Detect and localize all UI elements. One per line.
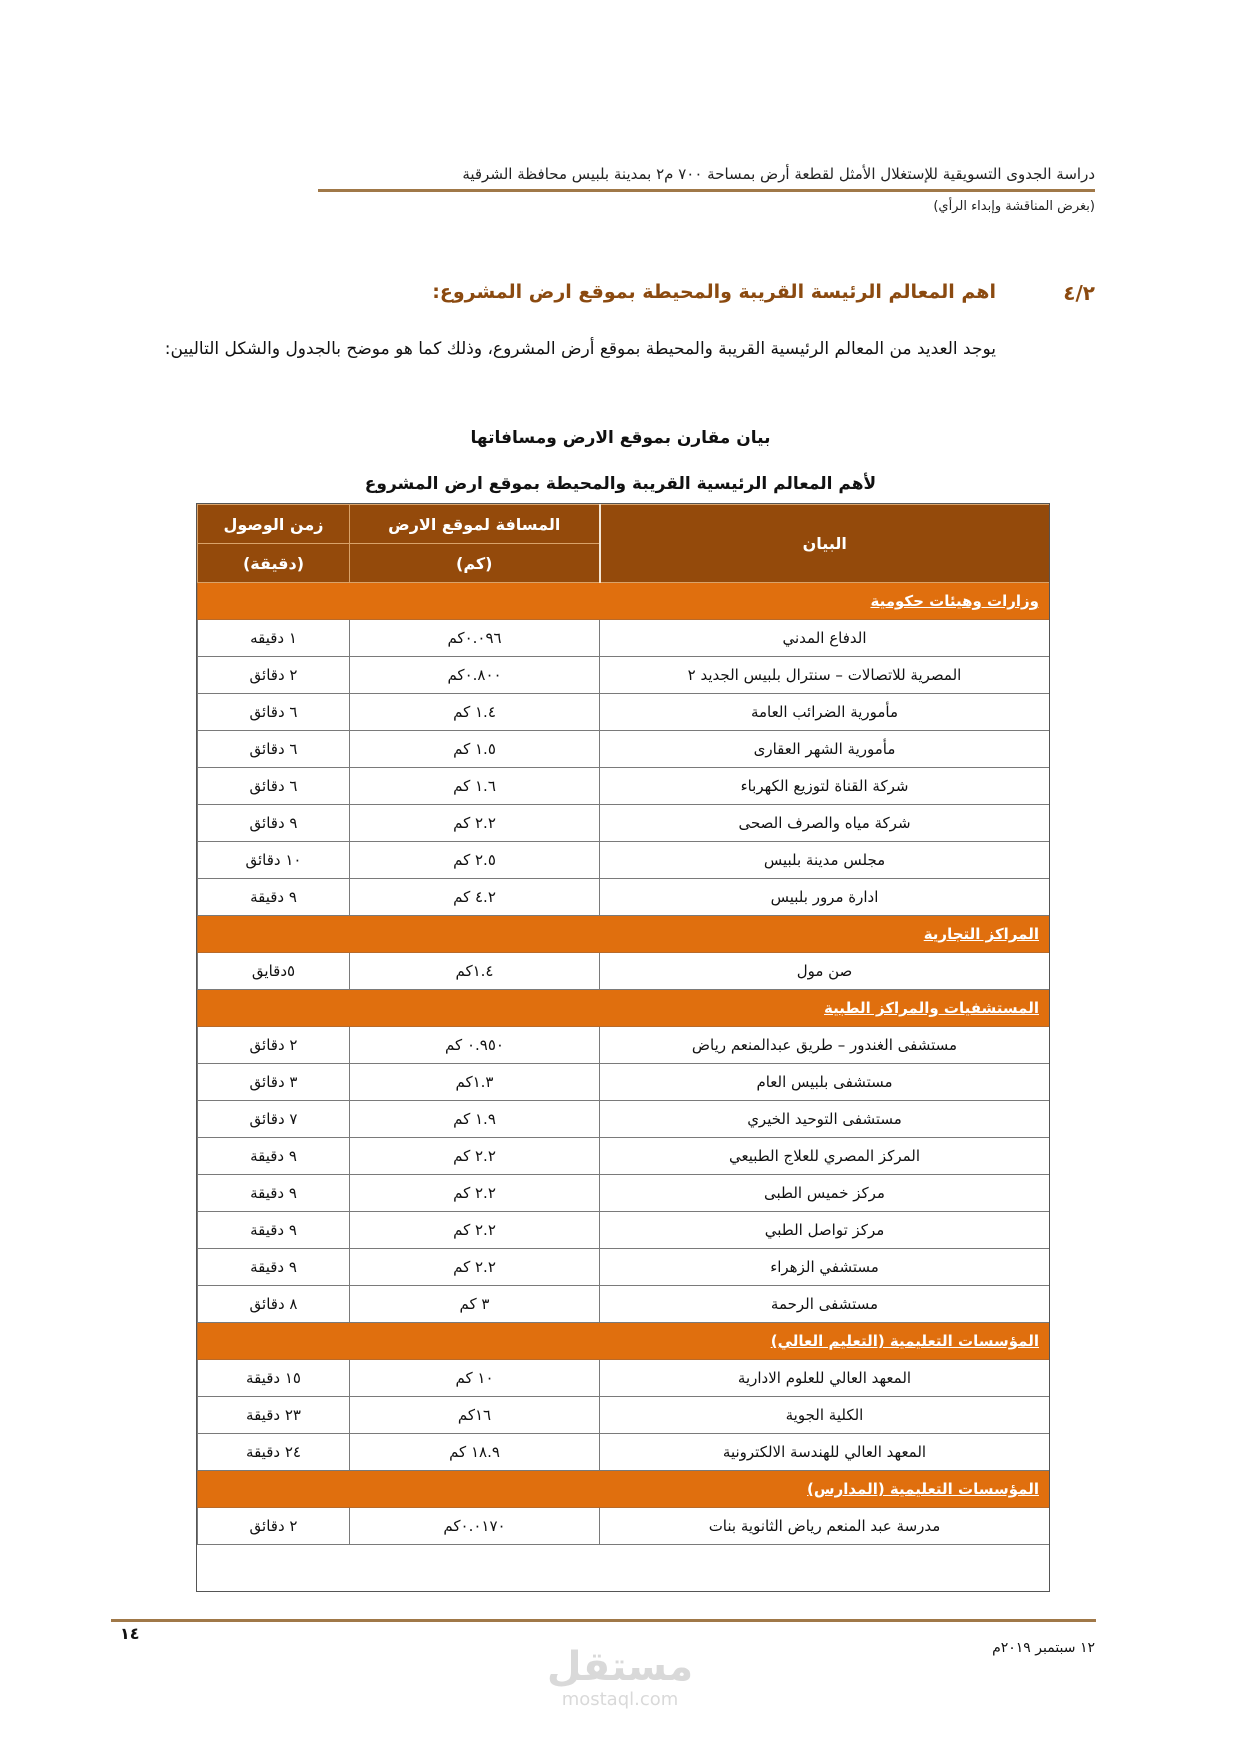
column-header-time: زمن الوصول [198,505,350,544]
cell-time: ١ دقيقه [198,620,350,657]
cell-time: ٢٤ دقيقة [198,1434,350,1471]
cell-item: مدرسة عبد المنعم رياض الثانوية بنات [600,1508,1050,1545]
cell-item: شركة مياه والصرف الصحى [600,805,1050,842]
cell-item: مستشفي الزهراء [600,1249,1050,1286]
cell-distance: ١.٤ كم [350,694,600,731]
table-row [198,842,1050,879]
cell-item: مستشفى التوحيد الخيري [600,1101,1050,1138]
cell-time: ٢ دقائق [198,1027,350,1064]
table-row [198,1286,1050,1323]
document-header-title: دراسة الجدوى التسويقية للإستغلال الأمثل لقطعة أرض بمساحة ٧٠٠ م٢ بمدينة بلبيس محافظة الشرقية [462,165,1095,183]
cell-item: شركة القناة لتوزيع الكهرباء [600,768,1050,805]
section-title: اهم المعالم الرئيسة القريبة والمحيطة بموقع ارض المشروع: [432,281,996,303]
category-label: المستشفيات والمراكز الطبية [198,990,1050,1027]
category-label: المؤسسات التعليمية (التعليم العالي) [198,1323,1050,1360]
cell-time: ٩ دقيقة [198,1175,350,1212]
cell-time: ٥دقايق [198,953,350,990]
cell-time: ٩ دقيقة [198,879,350,916]
category-row [198,583,1050,620]
cell-item: ادارة مرور بلبيس [600,879,1050,916]
cell-distance: ٠.٠٩٦كم [350,620,600,657]
table-row [198,1064,1050,1101]
cell-item: مستشفى الرحمة [600,1286,1050,1323]
cell-item: المعهد العالي للعلوم الادارية [600,1360,1050,1397]
cell-time: ٩ دقيقة [198,1249,350,1286]
cell-distance: ٢.٢ كم [350,1175,600,1212]
cell-time: ٦ دقائق [198,731,350,768]
table-row [198,768,1050,805]
cell-time: ٢٣ دقيقة [198,1397,350,1434]
cell-distance: ٣ كم [350,1286,600,1323]
cell-time: ١٥ دقيقة [198,1360,350,1397]
cell-time: ٣ دقائق [198,1064,350,1101]
header-divider [318,189,1095,192]
cell-distance: ١.٣كم [350,1064,600,1101]
category-row [198,990,1050,1027]
cell-distance: ١٨.٩ كم [350,1434,600,1471]
column-header-distance-unit: (كم) [350,544,600,583]
cell-item: مأمورية الضرائب العامة [600,694,1050,731]
watermark-latin: mostaql.com [561,1689,679,1710]
watermark-logo [545,1645,695,1711]
cell-time: ١٠ دقائق [198,842,350,879]
table-caption-line1: بيان مقارن بموقع الارض ومسافاتها [470,428,771,448]
document-header-subtitle: (بغرض المناقشة وإبداء الرأي) [933,199,1095,214]
cell-item: المعهد العالي للهندسة الالكترونية [600,1434,1050,1471]
cell-item: الدفاع المدني [600,620,1050,657]
cell-time: ٩ دقائق [198,805,350,842]
cell-item: صن مول [600,953,1050,990]
cell-item: مستشفى الغندور – طريق عبدالمنعم رياض [600,1027,1050,1064]
cell-distance: ٠.٠١٧٠كم [350,1508,600,1545]
table-row [198,620,1050,657]
cell-time: ٨ دقائق [198,1286,350,1323]
cell-time: ٦ دقائق [198,768,350,805]
column-header-time-unit: (دقيقة) [198,544,350,583]
column-header-item: البيان [600,505,1050,583]
section-number: ٤/٢ [1063,281,1095,305]
table-row [198,879,1050,916]
cell-item: الكلية الجوية [600,1397,1050,1434]
cell-time: ٩ دقيقة [198,1138,350,1175]
table-row [198,1175,1050,1212]
cell-distance: ٢.٢ كم [350,805,600,842]
section-paragraph: يوجد العديد من المعالم الرئيسية القريبة والمحيطة بموقع أرض المشروع، وذلك كما هو موضح بالجدول والشكل التاليين: [164,339,996,359]
cell-time: ٢ دقائق [198,1508,350,1545]
cell-distance: ١.٩ كم [350,1101,600,1138]
cell-distance: ٢.٢ كم [350,1212,600,1249]
category-row [198,1323,1050,1360]
category-row [198,1471,1050,1508]
table-row [198,1360,1050,1397]
cell-item: مجلس مدينة بلبيس [600,842,1050,879]
cell-item: مركز تواصل الطبي [600,1212,1050,1249]
table-row [198,694,1050,731]
cell-distance: ٠.٩٥٠ كم [350,1027,600,1064]
cell-time: ٧ دقائق [198,1101,350,1138]
table-row [198,1508,1050,1545]
cell-distance: ١.٦ كم [350,768,600,805]
table-row [198,731,1050,768]
table-row [198,1101,1050,1138]
cell-item: مستشفى بلبيس العام [600,1064,1050,1101]
cell-item: المصرية للاتصالات – سنترال بلبيس الجديد ٢ [600,657,1050,694]
watermark-arabic: مستقل [546,1644,694,1690]
table-row [198,1397,1050,1434]
table-row [198,657,1050,694]
cell-time: ٩ دقيقة [198,1212,350,1249]
table-row [198,1249,1050,1286]
table-row [198,1138,1050,1175]
cell-distance: ١.٥ كم [350,731,600,768]
table-row [198,1434,1050,1471]
cell-distance: ١٦كم [350,1397,600,1434]
cell-distance: ٠.٨٠٠كم [350,657,600,694]
table-row [198,1027,1050,1064]
cell-time: ٦ دقائق [198,694,350,731]
table-caption-line2: لأهم المعالم الرئيسية القريبة والمحيطة بموقع ارض المشروع [364,474,877,494]
footer-divider [111,1619,1096,1622]
table-row [198,805,1050,842]
category-label: وزارات وهيئات حكومية [198,583,1050,620]
cell-time: ٢ دقائق [198,657,350,694]
cell-distance: ٢.٢ كم [350,1138,600,1175]
category-label: المراكز التجارية [198,916,1050,953]
cell-distance: ٢.٥ كم [350,842,600,879]
landmarks-table [197,504,1050,1545]
cell-distance: ٢.٢ كم [350,1249,600,1286]
cell-item: مأمورية الشهر العقارى [600,731,1050,768]
cell-item: مركز خميس الطبى [600,1175,1050,1212]
footer-date: ١٢ سبتمبر ٢٠١٩م [992,1640,1095,1656]
category-row [198,916,1050,953]
cell-distance: ١٠ كم [350,1360,600,1397]
table-row [198,1212,1050,1249]
cell-item: المركز المصري للعلاج الطبيعي [600,1138,1050,1175]
cell-distance: ٤.٢ كم [350,879,600,916]
table-row [198,953,1050,990]
cell-distance: ١.٤كم [350,953,600,990]
page-number: ١٤ [120,1624,140,1643]
category-label: المؤسسات التعليمية (المدارس) [198,1471,1050,1508]
column-header-distance: المسافة لموقع الارض [350,505,600,544]
